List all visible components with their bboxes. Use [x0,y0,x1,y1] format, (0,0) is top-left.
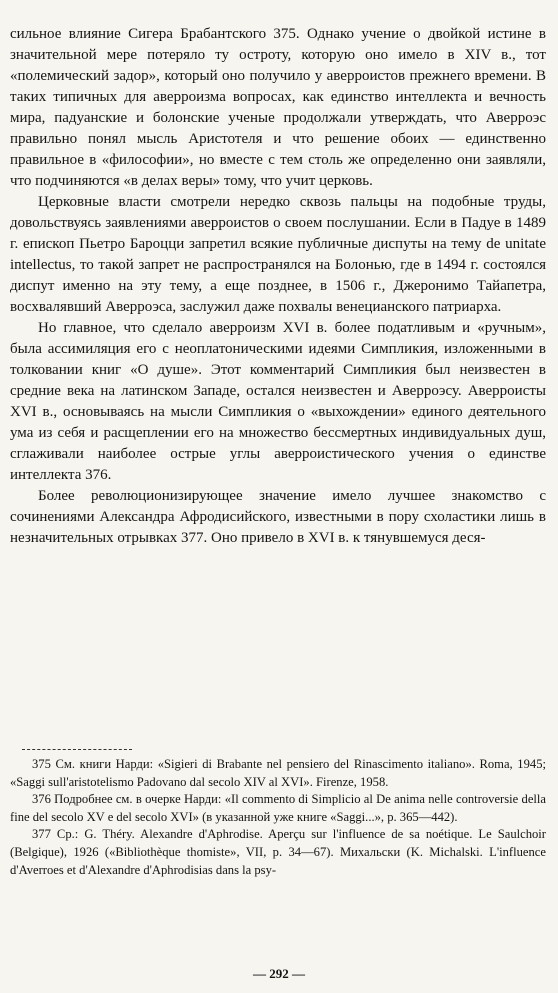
footnote-375: 375 См. книги Нарди: «Sigieri di Brabante nel pensiero del Rinascimento italiano». Roma, 1945; «Saggi sull'aristotelismo Padovano dal secolo XIV al XVI». Firenze, 1958. [10,757,546,789]
paragraph-3: Но главное, что сделало аверроизм XVI в. более податливым и «ручным», была ассимиляция его с неоплатоническими идеями Симпликия, изложенными в толковании книг «О душе». Этот комментарий Симпликия был неизвестен в средние века на латинском Западе, остался неизвестен и Аверроэсу. Аверроисты XVI в., основываясь на мысли Симпликия о «выхождении» единого деятельного ума из себя и расщеплении его на множество бессмертных индивидуальных душ, сглаживали наиболее острые углы аверроистического учения о единстве интеллекта 376. [10,320,546,483]
paragraph-4: Более революционизирующее значение имело лучшее знакомство с сочинениями Александра Афродисийского, известными в пору схоластики лишь в незначительных отрывках 377. Оно привело в XVI в. к тянувшемуся деся- [10,488,546,546]
paragraph-2: Церковные власти смотрели нередко сквозь пальцы на подобные труды, довольствуясь заявлениями аверроистов о своем послушании. Если в Падуе в 1489 г. епископ Пьетро Бароцци запретил всякие публичные диспуты на тему de unitate intellectus, то такой запрет не распространялся на Болонью, где в 1494 г. состоялся диспут именно на эту тему, а еще позднее, в 1506 г., Джеронимо Тайапетра, восхвалявший Аверроэса, заслужил даже похвалы венецианского патриарха. [10,194,546,315]
page-number: — 292 — [253,966,305,981]
footnote-separator [22,749,132,750]
main-text [10,24,546,549]
footnote-376: 376 Подробнее см. в очерке Нарди: «Il commento di Simplicio al De anima nelle controversie della fine del secolo XV e del secolo XVI» (в указанной уже книге «Saggi...», p. 365—442). [10,792,546,824]
footnotes [10,756,546,879]
footnote-377: 377 Ср.: G. Théry. Alexandre d'Aphrodise. Aperçu sur l'influence de sa noétique. Le Saulchoir (Belgique), 1926 («Bibliothèque thomiste», VII, p. 34—67). Михальски (K. Michalski. L'influence d'Averroes et d'Alexandre d'Aphrodisias dans la psy- [10,827,546,877]
paragraph-1: сильное влияние Сигера Брабантского 375. Однако учение о двойкой истине в значительной мере потеряло ту остроту, которую оно имело в XIV в., тот «полемический задор», который оно получило у аверроистов прежнего времени. В таких типичных для аверроизма вопросах, как единство интеллекта и вечность мира, падуанские и болонские ученые продолжали утверждать, что Аверроэс правильно понял мысль Аристотеля и что решение обоих — единственно правильное в «философии», но вместе с тем столь же определенно они заявляли, что подчиняются «в делах веры» тому, что учит церковь. [10,26,546,189]
